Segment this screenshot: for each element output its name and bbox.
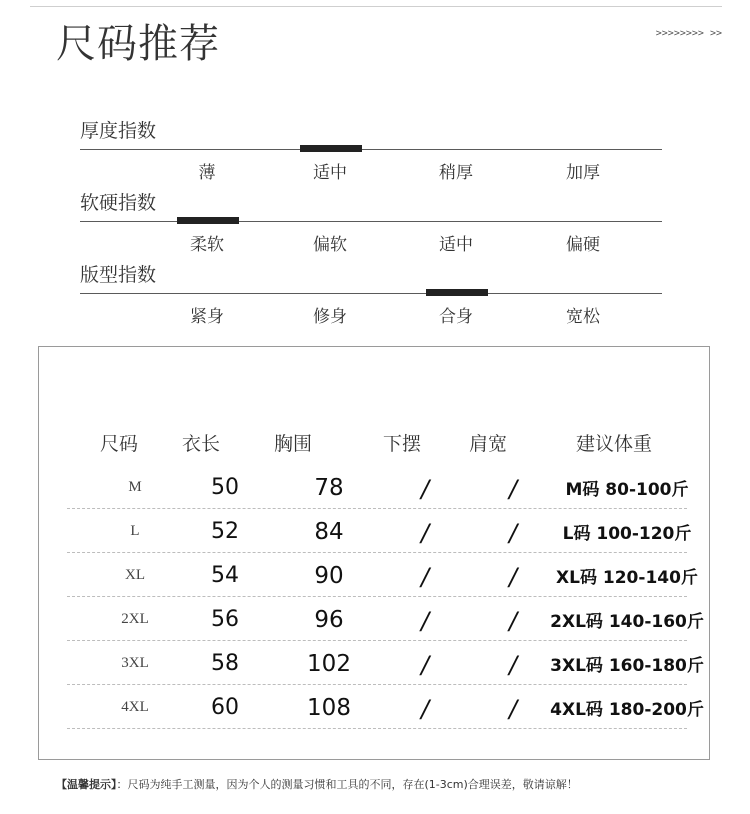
table-row	[67, 685, 704, 729]
scale-option-label: 偏硬	[566, 235, 600, 255]
table-row	[67, 597, 704, 641]
length-cell: 52	[211, 519, 239, 544]
size-chart-panel	[38, 346, 710, 760]
warm-tip	[56, 776, 578, 792]
header-shoulder: 肩宽	[468, 433, 507, 455]
header-chest: 胸围	[273, 433, 312, 455]
hem-cell: /	[420, 563, 430, 591]
table-row	[67, 553, 698, 597]
scale-option-label: 宽松	[566, 307, 600, 327]
scale-option-label: 适中	[439, 235, 473, 255]
hem-cell: /	[420, 651, 430, 679]
scale-option-label: 紧身	[190, 307, 224, 327]
table-row	[67, 641, 704, 685]
shoulder-cell: /	[508, 519, 518, 547]
length-cell: 50	[211, 475, 239, 500]
shoulder-cell: /	[508, 607, 518, 635]
size-cell: 4XL	[121, 699, 149, 715]
scale-line	[80, 149, 662, 150]
hem-cell: /	[420, 607, 430, 635]
warm-tip-label: 【温馨提示】	[56, 778, 117, 791]
size-cell: 2XL	[121, 611, 149, 627]
scale-option-label: 合身	[439, 307, 473, 327]
size-cell: 3XL	[121, 655, 149, 671]
decorative-arrows: >>>>>>>> >>	[655, 28, 722, 39]
scale-option-label: 适中	[313, 163, 347, 183]
page-title: 尺码推荐	[56, 21, 220, 67]
scale-selected-marker	[177, 217, 239, 224]
table-row	[67, 509, 692, 553]
scale-line	[80, 293, 662, 294]
size-cell: L	[130, 523, 140, 539]
length-cell: 54	[211, 563, 239, 588]
scale-option-label: 柔软	[190, 235, 224, 255]
scale-option-label: 稍厚	[439, 163, 473, 183]
hem-cell: /	[420, 519, 430, 547]
weight-cell: 2XL码 140-160斤	[550, 612, 704, 632]
scale-option-label: 薄	[198, 163, 216, 183]
chest-cell: 96	[314, 607, 344, 633]
shoulder-cell: /	[508, 563, 518, 591]
weight-cell: XL码 120-140斤	[556, 568, 698, 588]
size-cell: XL	[125, 567, 145, 583]
hem-cell: /	[420, 695, 430, 723]
weight-cell: 4XL码 180-200斤	[550, 700, 704, 720]
chest-cell: 108	[307, 695, 351, 721]
scale-selected-marker	[426, 289, 488, 296]
length-cell: 56	[211, 607, 239, 632]
weight-cell: 3XL码 160-180斤	[550, 656, 704, 676]
chest-cell: 78	[314, 475, 344, 501]
weight-cell: L码 100-120斤	[562, 524, 692, 544]
scale-title: 版型指数	[80, 264, 157, 286]
header-hem: 下摆	[382, 433, 421, 455]
warm-tip-text: ：尺码为纯手工测量，因为个人的测量习惯和工具的不同，存在(1-3cm)合理误差，敬请谅解！	[116, 778, 578, 791]
chest-cell: 102	[307, 651, 351, 677]
scale-selected-marker	[300, 145, 362, 152]
scale-line	[80, 221, 662, 222]
row-divider	[67, 728, 687, 729]
length-cell: 58	[211, 651, 239, 676]
scale-option-label: 加厚	[566, 163, 600, 183]
scale-option-label: 修身	[313, 307, 347, 327]
hem-cell: /	[420, 475, 430, 503]
size-cell: M	[128, 479, 142, 495]
scale-title: 软硬指数	[80, 192, 157, 214]
header-size: 尺码	[99, 433, 138, 455]
shoulder-cell: /	[508, 475, 518, 503]
length-cell: 60	[211, 695, 239, 720]
chest-cell: 84	[314, 519, 344, 545]
top-rule	[30, 6, 722, 7]
header-weight: 建议体重	[575, 433, 652, 455]
weight-cell: M码 80-100斤	[565, 480, 689, 500]
header-length: 衣长	[181, 433, 220, 455]
shoulder-cell: /	[508, 651, 518, 679]
scale-title: 厚度指数	[80, 120, 157, 142]
chest-cell: 90	[314, 563, 344, 589]
scale-option-label: 偏软	[313, 235, 347, 255]
shoulder-cell: /	[508, 695, 518, 723]
table-row	[67, 465, 687, 509]
